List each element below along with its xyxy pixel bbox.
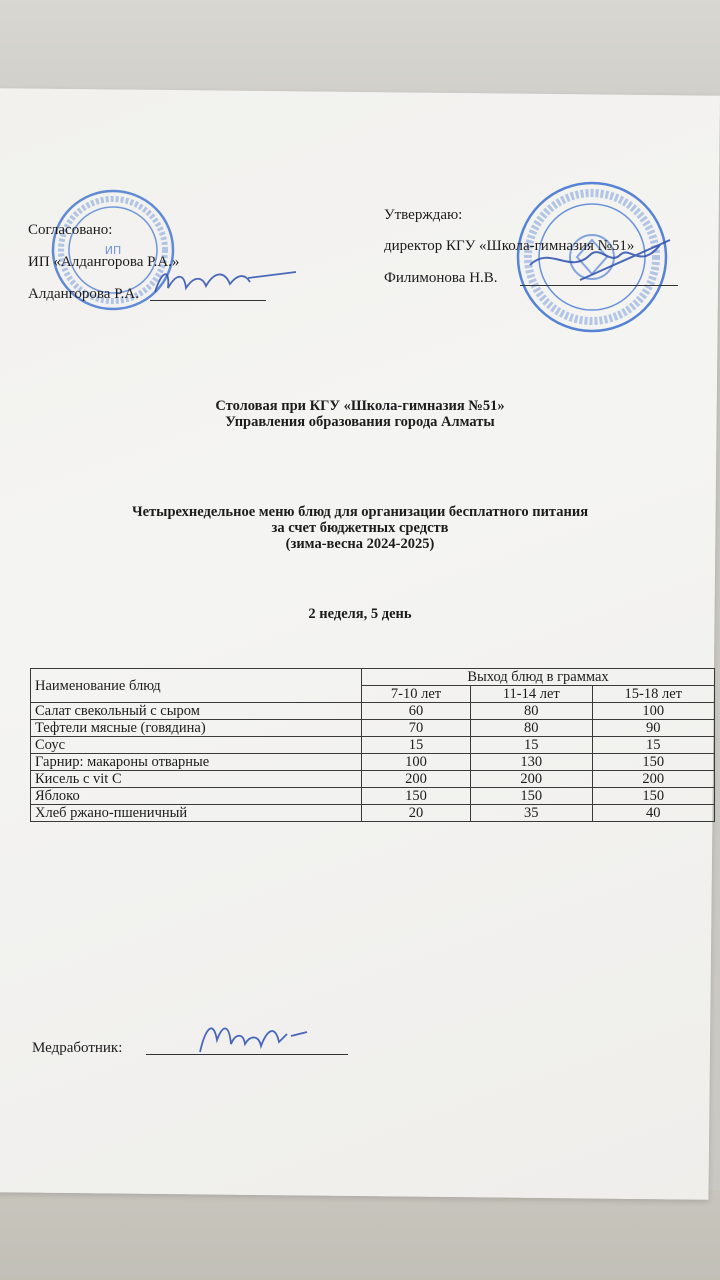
age-group-header: 11-14 лет — [471, 686, 592, 703]
table-row — [31, 771, 715, 788]
table-row — [31, 805, 715, 822]
portion-value: 150 — [592, 788, 714, 805]
portion-value: 20 — [362, 805, 471, 822]
portion-value: 40 — [592, 805, 714, 822]
approval-left-org: ИП «Алдангорова Р.А.» — [28, 254, 180, 270]
right-signature — [520, 225, 680, 285]
portion-value: 200 — [362, 771, 471, 788]
dish-name: Гарнир: макароны отварные — [31, 754, 362, 771]
menu-table — [30, 668, 715, 822]
left-signature — [150, 262, 300, 302]
title-line-3: (зима-весна 2024-2025) — [285, 536, 435, 552]
portion-value: 15 — [362, 737, 471, 754]
portion-value: 15 — [471, 737, 592, 754]
header-block — [0, 398, 720, 430]
portion-value: 35 — [471, 805, 592, 822]
medic-signature — [195, 1010, 315, 1060]
portion-value: 80 — [471, 720, 592, 737]
table-row — [31, 720, 715, 737]
svg-text:ИП: ИП — [104, 244, 122, 257]
header-line-1: Столовая при КГУ «Школа-гимназия №51» — [215, 398, 505, 414]
approval-right-name: Филимонова Н.В. — [384, 270, 498, 286]
approval-right-signature-line — [520, 285, 678, 286]
dish-name: Тефтели мясные (говядина) — [31, 720, 362, 737]
title-line-1: Четырехнедельное меню блюд для организации бесплатного питания — [131, 504, 589, 520]
dish-name: Яблоко — [31, 788, 362, 805]
portion-value: 150 — [471, 788, 592, 805]
approval-left-label: Согласовано: — [28, 222, 113, 238]
portion-value: 70 — [362, 720, 471, 737]
age-group-header: 15-18 лет — [592, 686, 714, 703]
age-group-header: 7-10 лет — [362, 686, 471, 703]
portion-value: 150 — [362, 788, 471, 805]
portion-value: 60 — [362, 703, 471, 720]
column-header-dish: Наименование блюд — [31, 669, 362, 703]
table-row — [31, 737, 715, 754]
dish-name: Хлеб ржано-пшеничный — [31, 805, 362, 822]
approval-right-label: Утверждаю: — [384, 207, 463, 223]
portion-value: 15 — [592, 737, 714, 754]
day-label: 2 неделя, 5 день — [308, 606, 412, 622]
portion-value: 130 — [471, 754, 592, 771]
title-block — [0, 504, 720, 552]
portion-value: 200 — [471, 771, 592, 788]
portion-value: 100 — [592, 703, 714, 720]
title-line-2: за счет бюджетных средств — [271, 520, 449, 536]
background-bottom — [0, 1190, 720, 1280]
dish-name: Кисель с vit C — [31, 771, 362, 788]
portion-value: 200 — [592, 771, 714, 788]
portion-value: 80 — [471, 703, 592, 720]
table-row — [31, 788, 715, 805]
approval-left-name: Алдангорова Р.А. — [28, 286, 140, 302]
dish-name: Соус — [31, 737, 362, 754]
portion-value: 90 — [592, 720, 714, 737]
table-header-row — [31, 669, 715, 686]
header-line-2: Управления образования города Алматы — [225, 414, 495, 430]
table-row — [31, 703, 715, 720]
approval-right-position: директор КГУ «Школа-гимназия №51» — [384, 238, 635, 254]
portion-value: 100 — [362, 754, 471, 771]
column-group-header: Выход блюд в граммах — [362, 669, 715, 686]
dish-name: Салат свекольный с сыром — [31, 703, 362, 720]
medic-label: Медработник: — [32, 1040, 123, 1056]
portion-value: 150 — [592, 754, 714, 771]
table-row — [31, 754, 715, 771]
